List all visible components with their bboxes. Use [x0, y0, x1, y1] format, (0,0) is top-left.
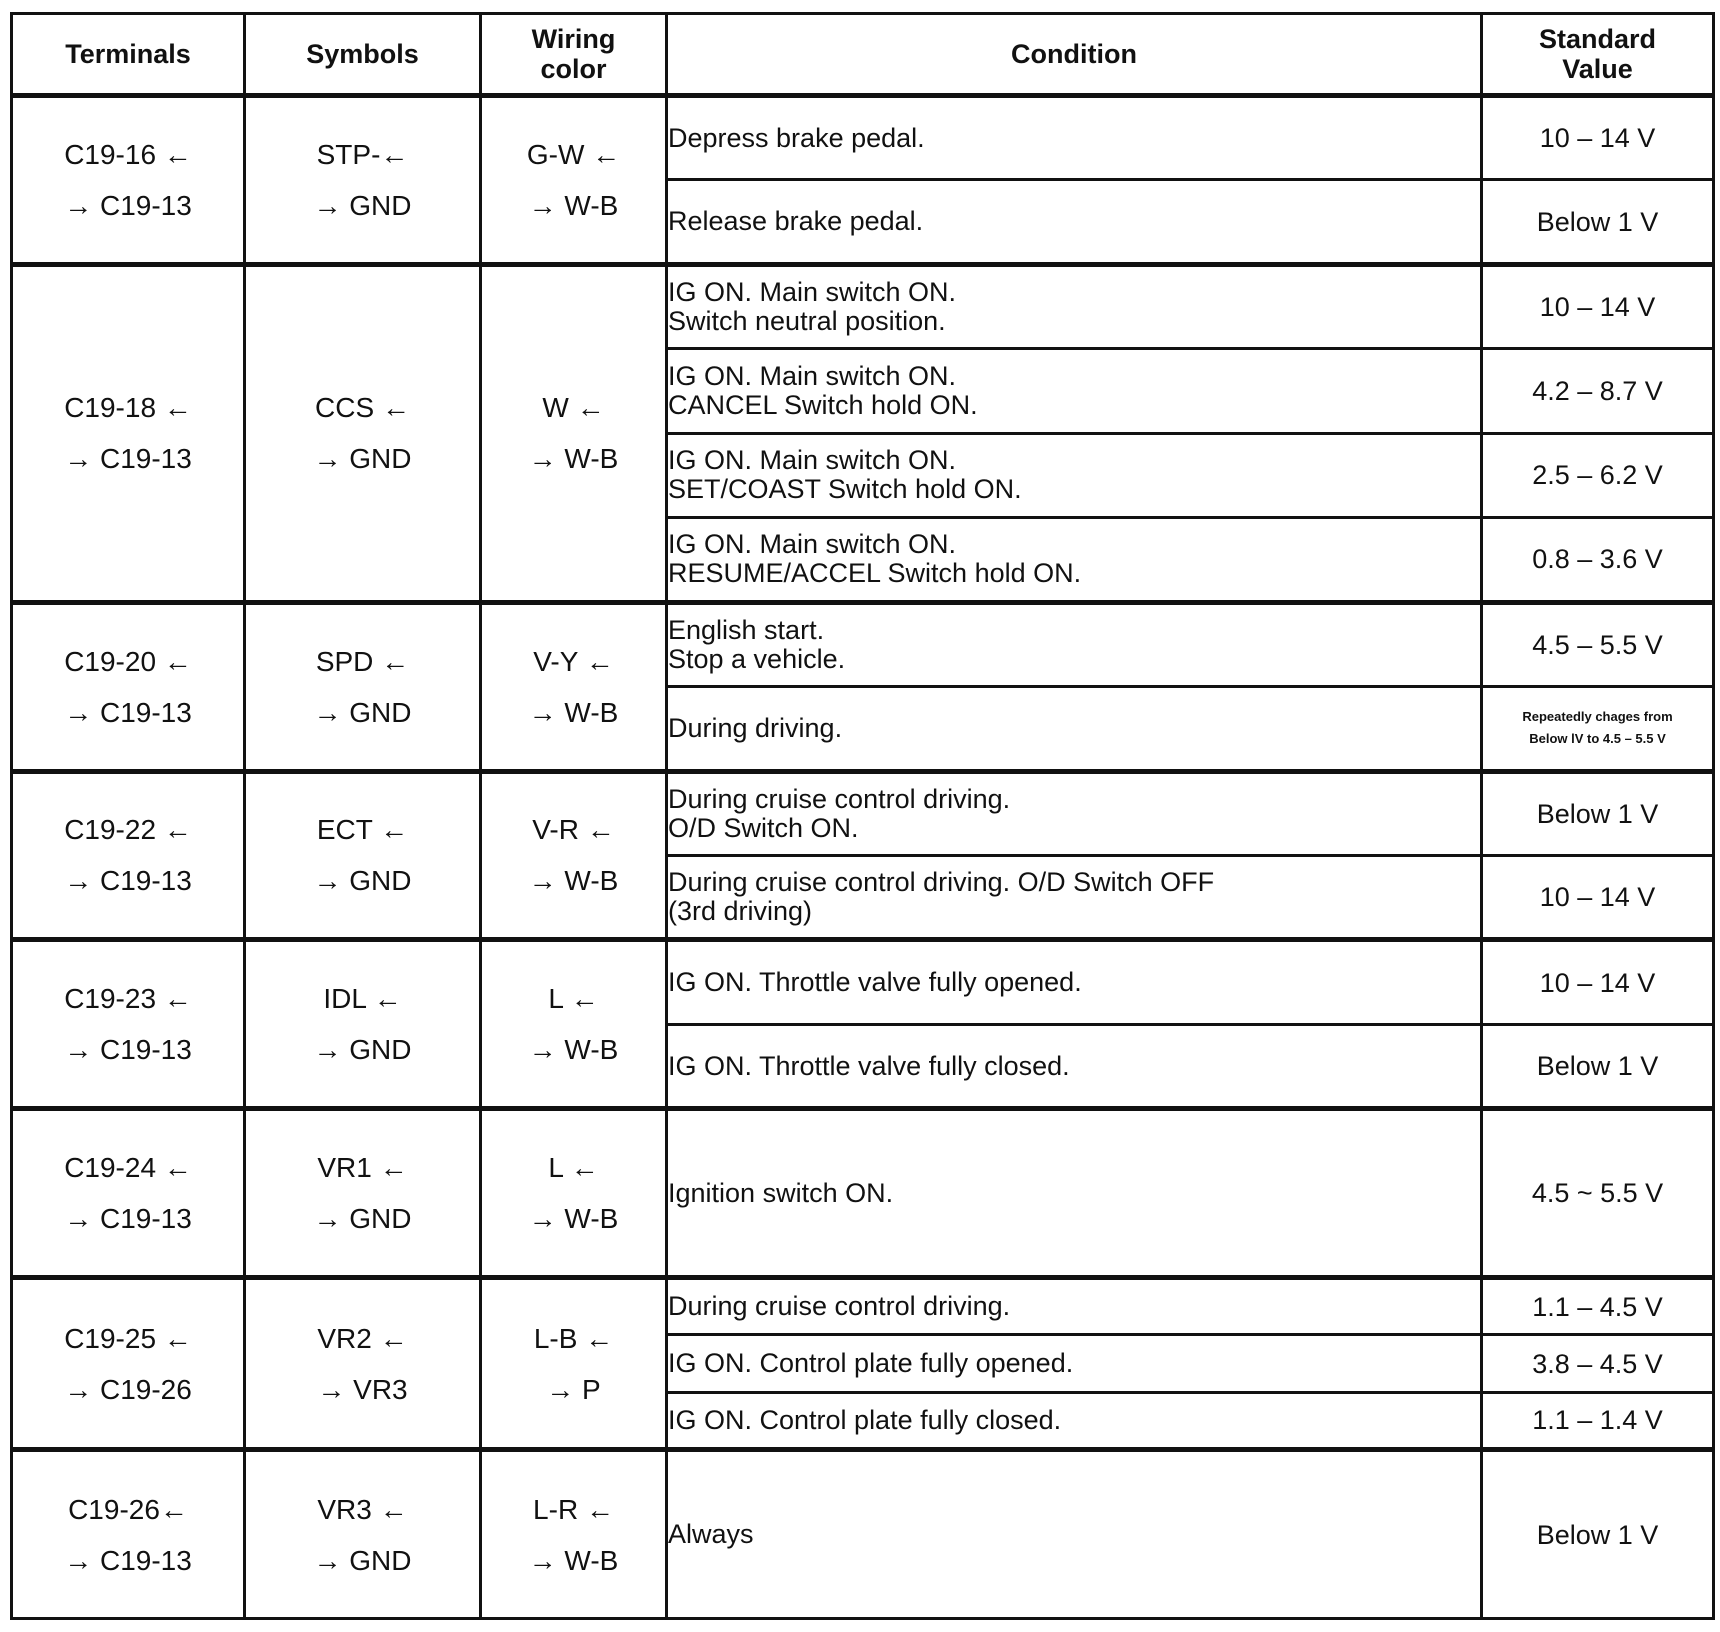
terminals-cell: C19-18 ← → C19-13 — [12, 264, 245, 602]
wiring-color-cell: L-B ← → P — [481, 1278, 667, 1450]
symbols-cell: SPD ← → GND — [245, 602, 481, 771]
terminals-cell: C19-24 ← → C19-13 — [12, 1109, 245, 1278]
terminal-spec-table — [10, 12, 1715, 1620]
terminals-cell: C19-25 ← → C19-26 — [12, 1278, 245, 1450]
standard-value-cell: 10 – 14 V — [1482, 855, 1714, 939]
table-row — [12, 264, 1714, 348]
wiring-color-cell: L-R ← → W-B — [481, 1450, 667, 1619]
standard-value-cell: 3.8 – 4.5 V — [1482, 1335, 1714, 1392]
standard-value-cell: 10 – 14 V — [1482, 940, 1714, 1024]
wiring-color-cell: G-W ← → W-B — [481, 96, 667, 265]
wiring-color-cell: L ← → W-B — [481, 1109, 667, 1278]
wiring-color-cell: V-R ← → W-B — [481, 771, 667, 940]
header-terminals: Terminals — [12, 14, 245, 96]
standard-value-cell: 0.8 – 3.6 V — [1482, 518, 1714, 602]
condition-cell: Ignition switch ON. — [667, 1109, 1482, 1278]
standard-value-cell: 4.5 ~ 5.5 V — [1482, 1109, 1714, 1278]
table-row — [12, 940, 1714, 1024]
condition-cell: English start. Stop a vehicle. — [667, 602, 1482, 686]
condition-cell: Depress brake pedal. — [667, 96, 1482, 180]
standard-value-cell: Below 1 V — [1482, 1024, 1714, 1108]
standard-value-cell: 10 – 14 V — [1482, 96, 1714, 180]
header-wiring-color: Wiring color — [481, 14, 667, 96]
standard-value-cell: 10 – 14 V — [1482, 264, 1714, 348]
table-row — [12, 1278, 1714, 1335]
symbols-cell: VR2 ← → VR3 — [245, 1278, 481, 1450]
terminals-cell: C19-23 ← → C19-13 — [12, 940, 245, 1109]
condition-cell: IG ON. Main switch ON. RESUME/ACCEL Switch hold ON. — [667, 518, 1482, 602]
standard-value-cell: 4.5 – 5.5 V — [1482, 602, 1714, 686]
terminals-cell: C19-26← → C19-13 — [12, 1450, 245, 1619]
condition-cell: During driving. — [667, 687, 1482, 771]
table-row — [12, 96, 1714, 180]
condition-cell: During cruise control driving. — [667, 1278, 1482, 1335]
condition-cell: IG ON. Main switch ON. SET/COAST Switch hold ON. — [667, 433, 1482, 517]
condition-cell: During cruise control driving. O/D Switch ON. — [667, 771, 1482, 855]
condition-cell: IG ON. Control plate fully opened. — [667, 1335, 1482, 1392]
condition-cell: IG ON. Control plate fully closed. — [667, 1392, 1482, 1449]
terminals-cell: C19-16 ← → C19-13 — [12, 96, 245, 265]
table-row — [12, 602, 1714, 686]
condition-cell: IG ON. Throttle valve fully opened. — [667, 940, 1482, 1024]
wiring-color-cell: L ← → W-B — [481, 940, 667, 1109]
standard-value-cell: Below 1 V — [1482, 771, 1714, 855]
table-row — [12, 771, 1714, 855]
symbols-cell: IDL ← → GND — [245, 940, 481, 1109]
standard-value-cell: 4.2 – 8.7 V — [1482, 349, 1714, 433]
symbols-cell: CCS ← → GND — [245, 264, 481, 602]
standard-value-cell: 2.5 – 6.2 V — [1482, 433, 1714, 517]
wiring-color-cell: W ← → W-B — [481, 264, 667, 602]
terminals-cell: C19-20 ← → C19-13 — [12, 602, 245, 771]
symbols-cell: VR3 ← → GND — [245, 1450, 481, 1619]
standard-value-cell: 1.1 – 4.5 V — [1482, 1278, 1714, 1335]
standard-value-cell: Repeatedly chages from Below lV to 4.5 – 5.5 V — [1482, 687, 1714, 771]
standard-value-cell: Below 1 V — [1482, 180, 1714, 264]
condition-cell: IG ON. Throttle valve fully closed. — [667, 1024, 1482, 1108]
terminals-cell: C19-22 ← → C19-13 — [12, 771, 245, 940]
condition-cell: During cruise control driving. O/D Switch OFF (3rd driving) — [667, 855, 1482, 939]
header-standard-value: Standard Value — [1482, 14, 1714, 96]
terminal-spec-sheet — [10, 12, 1712, 1620]
standard-value-cell: Below 1 V — [1482, 1450, 1714, 1619]
condition-cell: IG ON. Main switch ON. CANCEL Switch hold ON. — [667, 349, 1482, 433]
condition-cell: Always — [667, 1450, 1482, 1619]
table-row — [12, 1109, 1714, 1278]
symbols-cell: VR1 ← → GND — [245, 1109, 481, 1278]
wiring-color-cell: V-Y ← → W-B — [481, 602, 667, 771]
standard-value-cell: 1.1 – 1.4 V — [1482, 1392, 1714, 1449]
header-symbols: Symbols — [245, 14, 481, 96]
symbols-cell: STP-← → GND — [245, 96, 481, 265]
condition-cell: IG ON. Main switch ON. Switch neutral position. — [667, 264, 1482, 348]
header-condition: Condition — [667, 14, 1482, 96]
symbols-cell: ECT ← → GND — [245, 771, 481, 940]
condition-cell: Release brake pedal. — [667, 180, 1482, 264]
header-row — [12, 14, 1714, 96]
table-row — [12, 1450, 1714, 1619]
